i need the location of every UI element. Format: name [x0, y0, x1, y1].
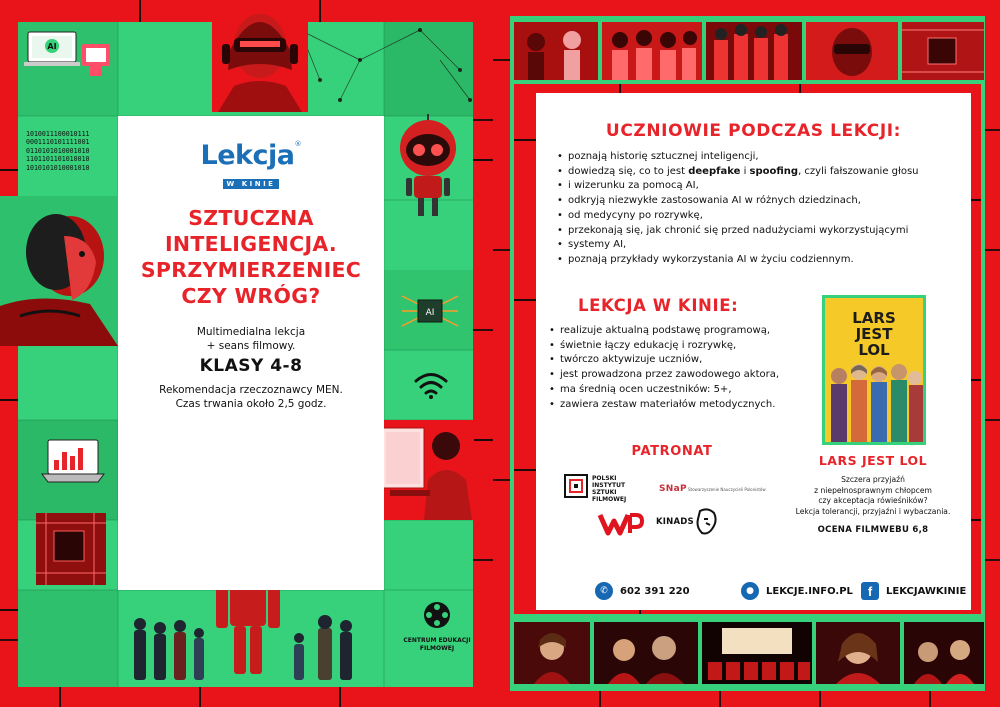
woman-at-computer-photo: [380, 420, 474, 520]
logo-subtitle: W KINIE: [223, 179, 280, 189]
bottom-cinema-photo-strip: [500, 622, 1000, 684]
lesson-title: SZTUCZNA INTELIGENCJA. SPRZYMIERZENIEC CZY WRÓG?: [140, 206, 362, 308]
facebook-icon: f: [861, 582, 879, 600]
contact-footer: [591, 582, 967, 600]
list-item: • ma średnią ocen uczestników: 5+,: [548, 383, 838, 398]
list-item: • odkryją niezwykłe zastosowania AI w różnych dziedzinach,: [556, 194, 961, 209]
students-learning-list: [556, 150, 961, 268]
portrait-logo-icon: [694, 507, 720, 537]
facebook-handle: LEKCJAWKINIE: [886, 585, 967, 597]
target-classes: KLASY 4-8: [199, 356, 303, 376]
cinema-screen-photo: [702, 622, 812, 684]
right-flyer-page: [500, 0, 1000, 707]
list-item: • świetnie łączy edukację i rozrywkę,: [548, 339, 838, 354]
list-item: • jest prowadzona przez zawodowego aktora,: [548, 368, 838, 383]
laughing-girl-photo: [816, 622, 900, 684]
phone-icon: ✆: [595, 582, 613, 600]
binary-code-block: 1010011100010111 0001110101111001 0110101010001010 1101101101010010 1010101010001010: [26, 130, 90, 172]
cinema-lesson-heading: LEKCJA W KINIE:: [578, 296, 739, 315]
cinema-audience-photo-1: [514, 622, 590, 684]
vr-woman-photo: [806, 22, 898, 80]
list-item: • przekonają się, jak chronić się przed nadużyciami wykorzystującymi: [556, 224, 961, 239]
circuit-closeup-photo: [902, 22, 984, 80]
logo-registered-mark: ®: [294, 140, 302, 148]
wp-logo: [598, 511, 644, 537]
lesson-details-card: [536, 93, 971, 610]
list-item: • zawiera zestaw materiałów metodycznych.: [548, 398, 838, 413]
facebook-link[interactable]: [861, 582, 966, 600]
kinads-logo: KINADS: [656, 517, 694, 527]
snap-subtitle: Stowarzyszenie Nauczycieli Polonistów: [688, 487, 766, 492]
phone-contact[interactable]: [595, 582, 690, 600]
centrum-edukacji-filmowej-logo: CENTRUM EDUKACJI FILMOWEJ: [398, 600, 476, 652]
pisf-logo: POLSKI INSTYTUT SZTUKI FILMOWEJ: [564, 474, 588, 502]
lesson-info-card: [118, 116, 384, 590]
cinema-audience-photo-3: [904, 622, 984, 684]
list-item: • poznają przykłady wykorzystania AI w życiu codziennym.: [556, 253, 961, 268]
svg-text:AI: AI: [425, 308, 435, 318]
list-item: • dowiedzą się, co to jest deepfake i spoofing, czyli fałszowanie głosu: [556, 165, 961, 180]
robots-group-photo: [602, 22, 702, 80]
circuit-board-photo: [36, 513, 106, 585]
red-robots-crowd-photo: [706, 22, 802, 80]
filmweb-rating: OCENA FILMWEBU 6,8: [817, 525, 929, 535]
website-url: LEKCJE.INFO.PL: [766, 585, 853, 597]
film-reel-icon: [422, 600, 452, 630]
poster-title: LARS JEST LOL: [852, 309, 896, 359]
web-icon: ●: [741, 582, 759, 600]
patronage-heading: PATRONAT: [631, 444, 713, 459]
ai-figures-photo: [514, 22, 598, 80]
lesson-format-text: Multimedialna lekcja + seans filmowy.: [196, 326, 306, 352]
poster-kids-image: [825, 358, 923, 442]
left-flyer-page: [0, 0, 493, 707]
phone-number: 602 391 220: [620, 585, 690, 597]
vr-headset-woman-photo: [212, 0, 308, 112]
android-woman-photo: [0, 196, 118, 346]
movie-poster: [822, 295, 926, 445]
snap-logo: SNaP: [659, 484, 687, 494]
list-item: • poznają historię sztucznej inteligencji,: [556, 150, 961, 165]
pisf-logo-mark: [564, 474, 588, 498]
ai-chip-icon: [398, 286, 462, 336]
lekcja-w-kinie-logo: [118, 140, 384, 190]
logo-word: Lekcja: [200, 140, 295, 171]
list-item: • realizuje aktualną podstawę programową,: [548, 324, 838, 339]
list-item: • twórczo aktywizuje uczniów,: [548, 353, 838, 368]
top-photo-strip: [500, 22, 1000, 80]
wifi-icon: [413, 370, 449, 400]
movie-description: Szczera przyjaźń z niepełnosprawnym chłopcem czy akceptacja rówieśników? Lekcja tolerancji, przyjaźni i wybaczania.: [795, 475, 951, 516]
cinema-lesson-list: [548, 324, 838, 412]
red-robot-illustration: [390, 112, 466, 222]
students-heading: UCZNIOWIE PODCZAS LEKCJI:: [605, 121, 902, 141]
svg-text:AI: AI: [47, 42, 57, 51]
list-item-continued: • i wizerunku za pomocą AI,: [556, 179, 961, 194]
laptop-charts-icon: [40, 434, 106, 494]
movie-title: LARS JEST LOL: [818, 453, 928, 468]
list-item-continued: • od medycyny po rozrywkę,: [556, 209, 961, 224]
laptop-ai-icon: [24, 26, 114, 86]
recommendation-text: Rekomendacja rzeczoznawcy MEN. Czas trwania około 2,5 godz.: [159, 384, 343, 410]
list-item-continued: • systemy AI,: [556, 238, 961, 253]
website-link[interactable]: [741, 582, 853, 600]
cinema-audience-photo-2: [594, 622, 698, 684]
